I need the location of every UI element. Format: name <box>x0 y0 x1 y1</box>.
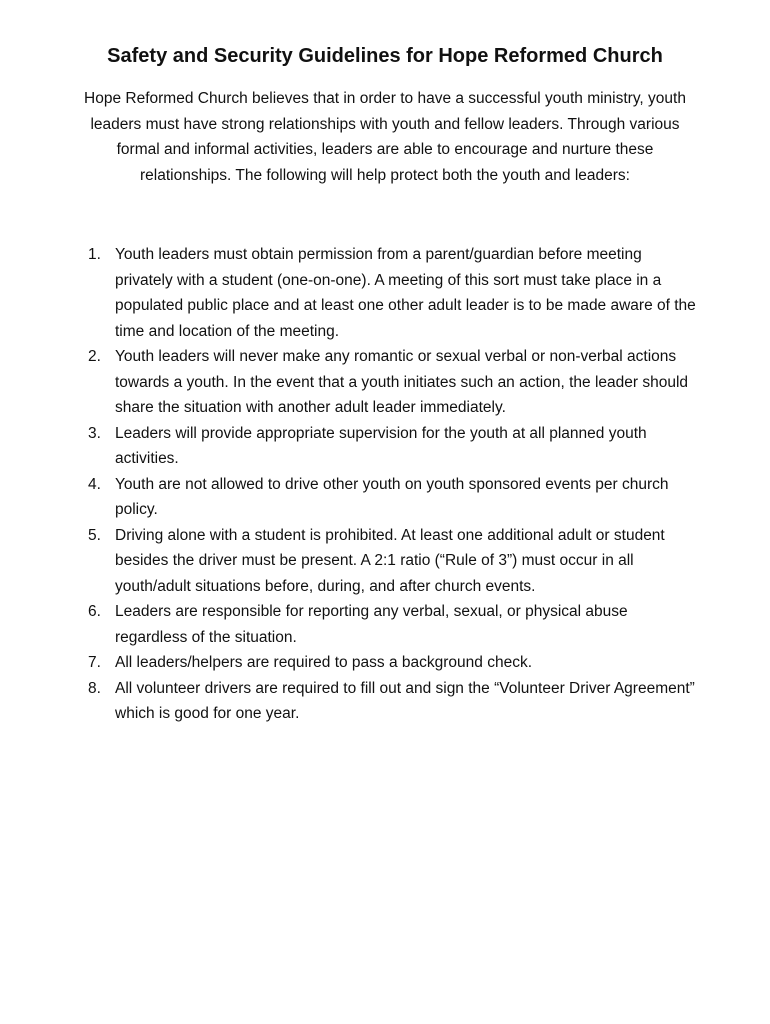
guideline-text: Leaders are responsible for reporting any verbal, sexual, or physical abuse regardless of the situation. <box>115 603 628 646</box>
guideline-item <box>88 344 698 421</box>
guideline-text: Driving alone with a student is prohibited. At least one additional adult or student besides the driver must be present. A 2:1 ratio (“Rule of 3”) must occur in all youth/adult situations before, during, and after church events. <box>115 526 665 595</box>
guidelines-list <box>88 242 698 727</box>
guideline-item <box>88 599 698 650</box>
guideline-item <box>88 523 698 600</box>
guideline-number: 8. <box>88 679 101 697</box>
guideline-number: 5. <box>88 526 101 544</box>
guideline-number: 6. <box>88 603 101 620</box>
guideline-text: Youth leaders will never make any romantic or sexual verbal or non-verbal actions towards a youth. In the event that a youth initiates such an action, the leader should share the situation with another adult leader immediately. <box>115 348 689 416</box>
guideline-item <box>88 472 698 523</box>
document-title: Safety and Security Guidelines for Hope Reformed Church <box>107 45 663 67</box>
guideline-item <box>88 242 698 344</box>
guideline-item <box>88 421 698 472</box>
guideline-text: All leaders/helpers are required to pass a background check. <box>115 654 533 671</box>
guideline-number: 1. <box>88 246 101 263</box>
guideline-number: 4. <box>88 475 101 493</box>
guideline-number: 7. <box>88 654 101 671</box>
intro-paragraph: Hope Reformed Church believes that in order to have a successful youth ministry, youth leaders must have strong relationships with youth and fellow leaders. Through various formal and informal activities, leaders are able to encourage and nurture these relationships. The following will help protect both the youth and leaders: <box>84 90 686 184</box>
guideline-item <box>88 650 698 676</box>
guideline-item <box>88 676 698 727</box>
guideline-text: Youth leaders must obtain permission from a parent/guardian before meeting privately with a student (one-on-one). A meeting of this sort must take place in a populated public place and at least one other adult leader is to be made aware of the time and location of the meeting. <box>115 246 696 340</box>
guideline-text: All volunteer drivers are required to fill out and sign the “Volunteer Driver Agreement” which is good for one year. <box>115 679 695 722</box>
guideline-number: 3. <box>88 424 101 442</box>
guideline-text: Youth are not allowed to drive other youth on youth sponsored events per church policy. <box>115 475 669 518</box>
guideline-text: Leaders will provide appropriate supervision for the youth at all planned youth activities. <box>115 424 647 467</box>
guideline-number: 2. <box>88 348 101 365</box>
